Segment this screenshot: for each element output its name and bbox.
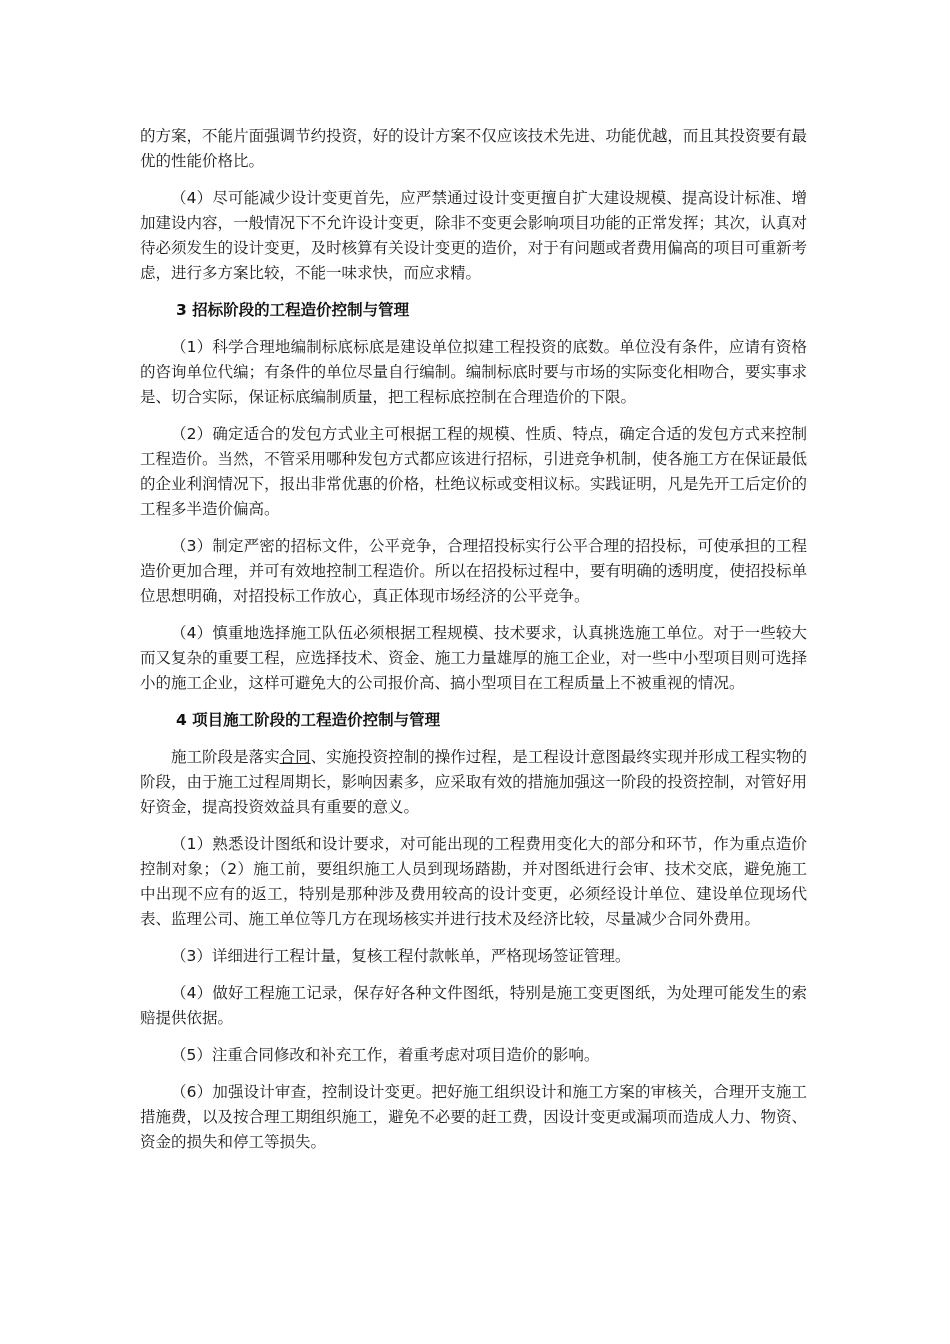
contract-link[interactable]: 合同 xyxy=(279,748,311,766)
paragraph: （4）尽可能减少设计变更首先，应严禁通过设计变更擅自扩大建设规模、提高设计标准、增加建设内容，一般情况下不允许设计变更，除非不变更会影响项目功能的正常发挥；其次，认真对待必须发生的设计变更，及时核算有关设计变更的造价，对于有问题或者费用偏高的项目可重新考虑，进行多方案比较，不能一味求快，而应求精。 xyxy=(140,189,807,282)
section-heading: 4 项目施工阶段的工程造价控制与管理 xyxy=(176,711,441,729)
document-body xyxy=(140,124,807,1167)
paragraph: （1）熟悉设计图纸和设计要求，对可能出现的工程费用变化大的部分和环节，作为重点造价控制对象；（2）施工前，要组织施工人员到现场踏勘，并对图纸进行会审、技术交底，避免施工中出现不应有的返工，特别是那种涉及费用较高的设计变更，必须经设计单位、建设单位现场代表、监理公司、施工单位等几方在现场核实并进行技术及经济比较，尽量减少合同外费用。 xyxy=(140,835,807,928)
paragraph: （5）注重合同修改和补充工作，着重考虑对项目造价的影响。 xyxy=(171,1046,600,1064)
paragraph xyxy=(140,745,807,820)
paragraph: （4）慎重地选择施工队伍必须根据工程规模、技术要求，认真挑选施工单位。对于一些较大而又复杂的重要工程，应选择技术、资金、施工力量雄厚的施工企业，对一些中小型项目则可选择小的施工企业，这样可避免大的公司报价高、搞小型项目在工程质量上不被重视的情况。 xyxy=(140,624,807,692)
paragraph-text: 施工阶段是落实 xyxy=(171,748,280,766)
paragraph: （3）详细进行工程计量，复核工程付款帐单，严格现场签证管理。 xyxy=(171,947,631,965)
paragraph: （3）制定严密的招标文件，公平竞争，合理招投标实行公平合理的招投标，可使承担的工程造价更加合理，并可有效地控制工程造价。所以在招投标过程中，要有明确的透明度，使招投标单位思想明确，对招投标工作放心，真正体现市场经济的公平竞争。 xyxy=(140,537,807,605)
paragraph: （4）做好工程施工记录，保存好各种文件图纸，特别是施工变更图纸，为处理可能发生的索赔提供依据。 xyxy=(140,984,807,1027)
paragraph: （1）科学合理地编制标底标底是建设单位拟建工程投资的底数。单位没有条件，应请有资格的咨询单位代编；有条件的单位尽量自行编制。编制标底时要与市场的实际变化相吻合，要实事求是、切合实际，保证标底编制质量，把工程标底控制在合理造价的下限。 xyxy=(140,338,807,406)
paragraph: 的方案，不能片面强调节约投资，好的设计方案不仅应该技术先进、功能优越，而且其投资要有最优的性能价格比。 xyxy=(140,127,807,170)
paragraph-text: 、实施投资控制的操作过程，是工程设计意图最终实现并形成工程实物的阶段，由于施工过程周期长，影响因素多，应采取有效的措施加强这一阶段的投资控制，对管好用好资金，提高投资效益具有重要的意义。 xyxy=(140,748,807,816)
section-heading: 3 招标阶段的工程造价控制与管理 xyxy=(176,301,410,319)
paragraph: （6）加强设计审查，控制设计变更。把好施工组织设计和施工方案的审核关，合理开支施工措施费，以及按合理工期组织施工，避免不必要的赶工费，因设计变更或漏项而造成人力、物资、资金的损失和停工等损失。 xyxy=(140,1083,807,1151)
paragraph: （2）确定适合的发包方式业主可根据工程的规模、性质、特点，确定合适的发包方式来控制工程造价。当然，不管采用哪种发包方式都应该进行招标，引进竞争机制，使各施工方在保证最低的企业利润情况下，报出非常优惠的价格，杜绝议标或变相议标。实践证明，凡是先开工后定价的工程多半造价偏高。 xyxy=(140,425,807,518)
